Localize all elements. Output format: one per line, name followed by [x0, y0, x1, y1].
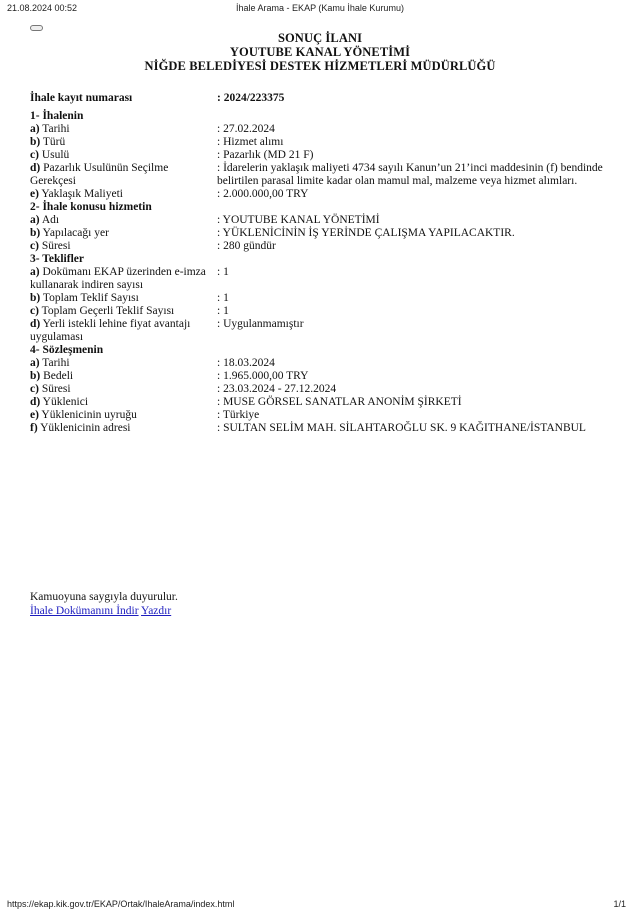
item-value: : YOUTUBE KANAL YÖNETİMİ: [217, 214, 380, 226]
section-title: 4- Sözleşmenin: [30, 344, 104, 356]
item-label: Süresi: [38, 383, 71, 395]
detail-label-cell: [30, 383, 217, 396]
item-value: : 18.03.2024: [217, 357, 275, 369]
item-value: : 23.03.2024 - 27.12.2024: [217, 383, 337, 395]
page-number: 1/1: [613, 899, 626, 909]
section4-heading-row: [30, 344, 610, 357]
announcement-header: [0, 31, 640, 73]
detail-row: [30, 162, 610, 188]
institution-name: NİĞDE BELEDİYESİ DESTEK HİZMETLERİ MÜDÜRLÜĞÜ: [144, 59, 496, 73]
item-label: Tarihi: [39, 123, 70, 135]
item-value: : 2.000.000,00 TRY: [217, 188, 309, 200]
section-title: 2- İhale konusu hizmetin: [30, 201, 152, 213]
item-letter: c): [30, 149, 39, 161]
detail-label-cell: [30, 409, 217, 422]
item-value: : İdarelerin yaklaşık maliyeti 4734 sayılı Kanun’un 21’inci maddesinin (f) bendinde belirtilen parasal limite kadar olan mamul mal, malzeme veya hizmet alımları.: [217, 162, 603, 187]
detail-label-cell: [30, 227, 217, 240]
item-letter: c): [30, 305, 39, 317]
download-documents-link[interactable]: İhale Dokümanını İndir: [30, 605, 139, 617]
item-letter: e): [30, 188, 39, 200]
closing-text: Kamuoyuna saygıyla duyurulur.: [30, 591, 178, 603]
detail-label-cell: [30, 162, 217, 188]
item-letter: d): [30, 396, 41, 408]
detail-row: [30, 136, 610, 149]
item-value: : SULTAN SELİM MAH. SİLAHTAROĞLU SK. 9 KAĞITHANE/İSTANBUL: [217, 422, 586, 434]
section1-heading-row: [30, 110, 610, 123]
closing-block: [30, 590, 178, 618]
page-url: https://ekap.kik.gov.tr/EKAP/Ortak/IhaleArama/index.html: [7, 899, 235, 909]
detail-row: [30, 409, 610, 422]
item-letter: c): [30, 383, 39, 395]
detail-row: [30, 357, 610, 370]
print-page-title: İhale Arama - EKAP (Kamu İhale Kurumu): [236, 3, 404, 13]
item-letter: a): [30, 266, 40, 278]
action-links: [30, 604, 178, 618]
detail-row: [30, 123, 610, 136]
announcement-title: SONUÇ İLANI: [277, 31, 363, 45]
item-label: Süresi: [38, 240, 71, 252]
detail-label-cell: [30, 149, 217, 162]
item-label: Türü: [40, 136, 66, 148]
detail-label-cell: [30, 188, 217, 201]
item-value: : MUSE GÖRSEL SANATLAR ANONİM ŞİRKETİ: [217, 396, 462, 408]
detail-row: [30, 318, 610, 344]
registration-label: İhale kayıt numarası: [30, 92, 133, 104]
detail-label-cell: [30, 357, 217, 370]
section3-heading-row: [30, 253, 610, 266]
detail-label-cell: [30, 305, 217, 318]
item-value: : Hizmet alımı: [217, 136, 284, 148]
detail-label-cell: [30, 422, 217, 435]
item-letter: b): [30, 227, 41, 239]
item-label: Usulü: [38, 149, 70, 161]
item-letter: b): [30, 292, 41, 304]
item-value: : 1: [217, 266, 229, 278]
item-value: : 1: [217, 305, 229, 317]
item-label: Yüklenici: [40, 396, 89, 408]
print-link[interactable]: Yazdır: [141, 605, 172, 617]
detail-row: [30, 305, 610, 318]
detail-label-cell: [30, 214, 217, 227]
detail-label-cell: [30, 396, 217, 409]
item-letter: d): [30, 162, 41, 174]
section2-heading-row: [30, 201, 610, 214]
item-letter: f): [30, 422, 38, 434]
item-value: : Türkiye: [217, 409, 260, 421]
detail-row: [30, 370, 610, 383]
tender-subject: YOUTUBE KANAL YÖNETİMİ: [229, 45, 411, 59]
detail-label-cell: [30, 136, 217, 149]
item-letter: b): [30, 136, 41, 148]
detail-row: [30, 266, 610, 292]
item-value: : Uygulanmamıştır: [217, 318, 304, 330]
item-label: Yüklenicinin uyruğu: [38, 409, 137, 421]
detail-label-cell: [30, 292, 217, 305]
detail-label-cell: [30, 318, 217, 344]
item-value: : 280 gündür: [217, 240, 276, 252]
tender-details-table: [30, 92, 610, 435]
registration-row: [30, 92, 610, 105]
item-label: Yerli istekli lehine fiyat avantajı uygulaması: [30, 318, 191, 343]
item-label: Adı: [39, 214, 60, 226]
item-value: : YÜKLENİCİNİN İŞ YERİNDE ÇALIŞMA YAPILACAKTIR.: [217, 227, 515, 239]
item-letter: a): [30, 357, 40, 369]
item-letter: d): [30, 318, 41, 330]
detail-label-cell: [30, 370, 217, 383]
detail-row: [30, 422, 610, 435]
section-title: 3- Teklifler: [30, 253, 84, 265]
registration-value: : 2024/223375: [217, 92, 285, 104]
item-label: Dokümanı EKAP üzerinden e-imza kullanarak indiren sayısı: [30, 266, 206, 291]
detail-row: [30, 214, 610, 227]
item-letter: a): [30, 123, 40, 135]
item-label: Yapılacağı yer: [40, 227, 109, 239]
detail-label-cell: [30, 266, 217, 292]
item-value: : Pazarlık (MD 21 F): [217, 149, 314, 161]
detail-row: [30, 227, 610, 240]
item-letter: c): [30, 240, 39, 252]
item-label: Yüklenicinin adresi: [37, 422, 131, 434]
print-date: 21.08.2024 00:52: [7, 3, 78, 13]
detail-row: [30, 188, 610, 201]
detail-label-cell: [30, 240, 217, 253]
detail-row: [30, 292, 610, 305]
item-label: Toplam Teklif Sayısı: [40, 292, 139, 304]
detail-row: [30, 240, 610, 253]
item-letter: b): [30, 370, 41, 382]
item-label: Yaklaşık Maliyeti: [38, 188, 123, 200]
print-footer: [0, 898, 640, 912]
print-header: [0, 2, 640, 16]
item-label: Toplam Geçerli Teklif Sayısı: [38, 305, 175, 317]
item-value: : 1: [217, 292, 229, 304]
detail-row: [30, 149, 610, 162]
item-label: Bedeli: [40, 370, 74, 382]
section-title: 1- İhalenin: [30, 110, 84, 122]
item-label: Pazarlık Usulünün Seçilme Gerekçesi: [30, 162, 169, 187]
detail-label-cell: [30, 123, 217, 136]
item-label: Tarihi: [39, 357, 70, 369]
item-value: : 27.02.2024: [217, 123, 275, 135]
item-letter: a): [30, 214, 40, 226]
detail-row: [30, 383, 610, 396]
item-value: : 1.965.000,00 TRY: [217, 370, 309, 382]
detail-row: [30, 396, 610, 409]
item-letter: e): [30, 409, 39, 421]
